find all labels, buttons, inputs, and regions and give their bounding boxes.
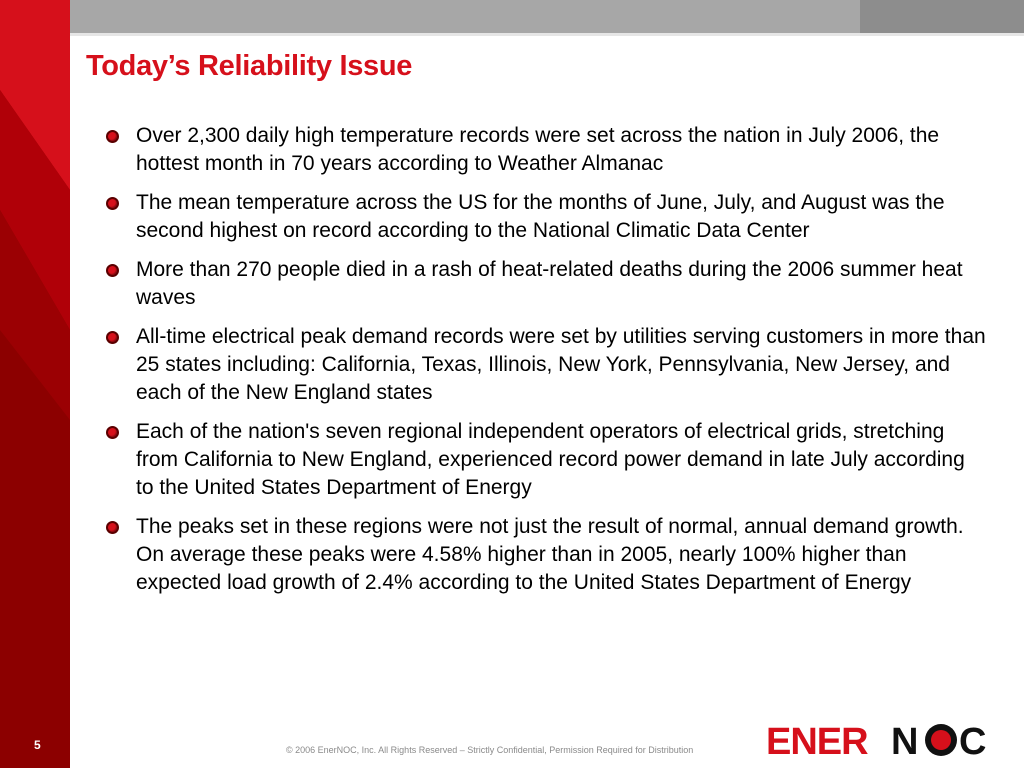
bullet-text: More than 270 people died in a rash of heat-related deaths during the 2006 summer heat waves: [136, 258, 963, 309]
left-band-graphic: [0, 0, 70, 768]
slide-title: Today’s Reliability Issue: [86, 50, 413, 82]
bullet-dot-icon: [106, 264, 119, 277]
bullet-text: The mean temperature across the US for the months of June, July, and August was the second highest on record according to the National Climatic Data Center: [136, 191, 945, 242]
header-divider: [70, 33, 1024, 36]
bullet-item: [104, 122, 986, 178]
page-number: 5: [34, 738, 41, 752]
header-bar: [70, 0, 860, 33]
bullet-item: [104, 418, 986, 502]
bullet-dot-icon: [106, 426, 119, 439]
enernoc-logo: [766, 718, 1012, 762]
bullet-text: The peaks set in these regions were not just the result of normal, annual demand growth. On average these peaks were 4.58% higher than in 2005, nearly 100% higher than expected load growth of 2.4% according to the United States Department of Energy: [136, 515, 964, 594]
bullet-list: [104, 122, 986, 608]
bullet-item: [104, 189, 986, 245]
logo-o-mark-icon: [925, 724, 957, 756]
logo-text-n: N: [891, 721, 919, 762]
bullet-text: All-time electrical peak demand records were set by utilities serving customers in more than 25 states including: California, Texas, Illinois, New York, Pennsylvania, New Jersey, and each of the New England states: [136, 325, 986, 404]
bullet-dot-icon: [106, 197, 119, 210]
bullet-item: [104, 323, 986, 407]
bullet-dot-icon: [106, 331, 119, 344]
logo-text-c: C: [959, 721, 987, 762]
bullet-item: [104, 513, 986, 597]
footer-copyright: © 2006 EnerNOC, Inc. All Rights Reserved – Strictly Confidential, Permission Required for Distribution: [286, 745, 694, 755]
left-decorative-band: [0, 0, 70, 768]
bullet-dot-icon: [106, 130, 119, 143]
header-bar-accent: [860, 0, 1024, 33]
bullet-text: Each of the nation's seven regional independent operators of electrical grids, stretching from California to New England, experienced record power demand in late July according to the United States Department of Energy: [136, 420, 965, 499]
logo-text-ener: ENER: [766, 721, 868, 762]
bullet-dot-icon: [106, 521, 119, 534]
bullet-item: [104, 256, 986, 312]
bullet-text: Over 2,300 daily high temperature records were set across the nation in July 2006, the hottest month in 70 years according to Weather Almanac: [136, 124, 940, 175]
